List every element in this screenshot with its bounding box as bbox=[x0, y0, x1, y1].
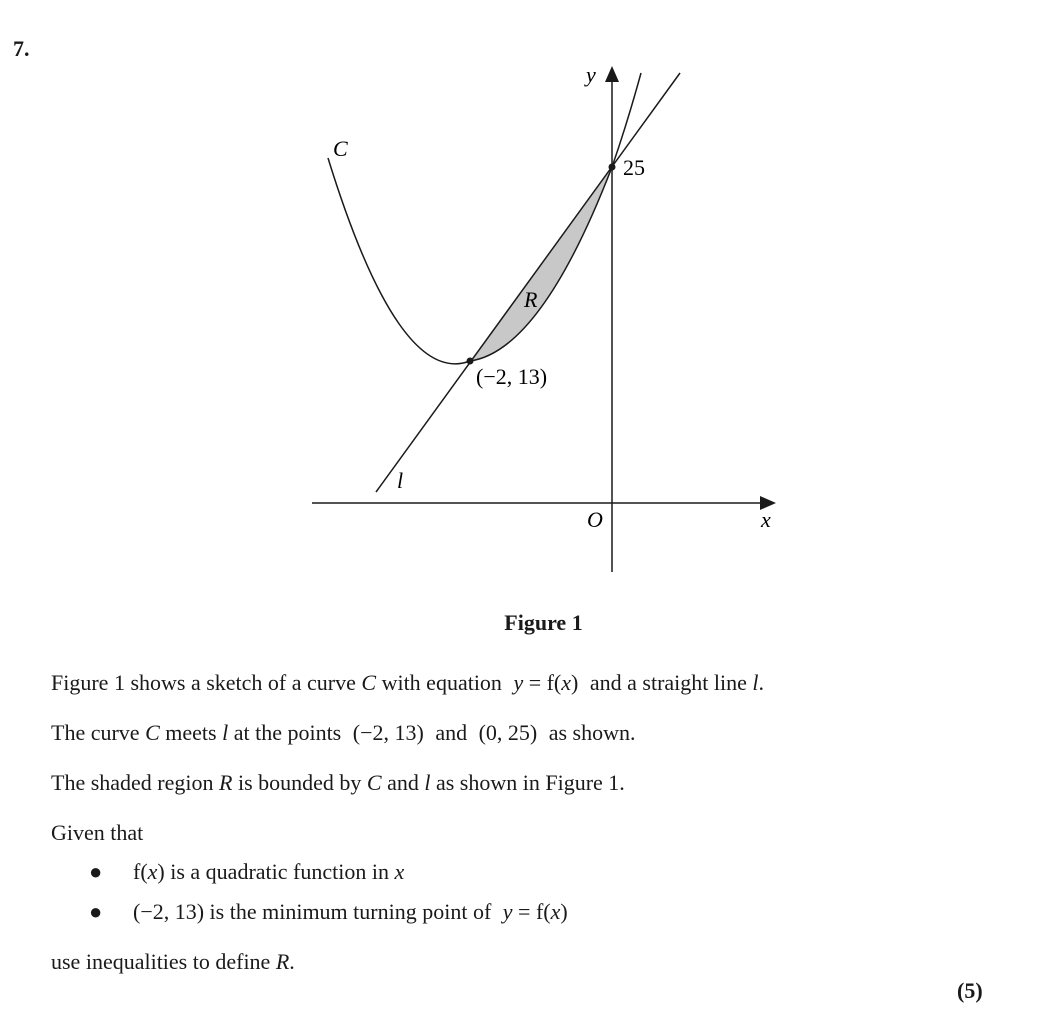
math-c: C bbox=[366, 770, 382, 795]
text-fragment: Figure 1 shows a sketch of a curve bbox=[51, 670, 362, 695]
paragraph-line-5 bbox=[51, 949, 295, 975]
text-fragment: and a straight line bbox=[584, 670, 753, 695]
math-l: l bbox=[424, 770, 431, 795]
paragraph-line-2 bbox=[51, 720, 636, 746]
text-fragment: ) bbox=[571, 670, 579, 695]
y-intercept-label: 25 bbox=[623, 155, 645, 180]
text-fragment: f( bbox=[133, 859, 148, 884]
math-r: R bbox=[275, 949, 290, 974]
math-l: l bbox=[752, 670, 759, 695]
point-y-intercept bbox=[609, 164, 616, 171]
text-fragment: = f( bbox=[512, 899, 551, 924]
min-point-label: (−2, 13) bbox=[476, 364, 548, 389]
math-point: (0, 25) bbox=[478, 720, 538, 745]
bullet-icon: ● bbox=[89, 859, 103, 884]
origin-label: O bbox=[587, 507, 603, 532]
line-label: l bbox=[397, 468, 404, 493]
y-axis-label: y bbox=[586, 62, 596, 87]
math-c: C bbox=[361, 670, 377, 695]
math-l: l bbox=[222, 720, 229, 745]
math-y: y bbox=[502, 899, 513, 924]
paragraph-line-3 bbox=[51, 770, 625, 796]
x-axis-label: x bbox=[761, 507, 771, 532]
text-fragment: . bbox=[758, 670, 764, 695]
curve-label: C bbox=[333, 136, 348, 161]
question-number: 7. bbox=[13, 36, 30, 61]
text-fragment: The curve bbox=[51, 720, 146, 745]
text-fragment: is bounded by bbox=[232, 770, 367, 795]
text-fragment: ) is a quadratic function in bbox=[157, 859, 395, 884]
math-point: (−2, 13) bbox=[352, 720, 424, 745]
marks-label: (5) bbox=[957, 978, 983, 1003]
math-r: R bbox=[219, 770, 233, 795]
math-x: x bbox=[147, 859, 158, 884]
bullet-item-1 bbox=[133, 859, 404, 885]
text-fragment: The shaded region bbox=[51, 770, 219, 795]
text-fragment: and bbox=[429, 720, 473, 745]
math-x: x bbox=[394, 859, 405, 884]
math-y: y bbox=[513, 670, 524, 695]
curve-c bbox=[328, 73, 641, 364]
text-fragment: as shown in Figure 1. bbox=[430, 770, 625, 795]
text-fragment: . bbox=[289, 949, 295, 974]
text-fragment: (−2, 13) is the minimum turning point of bbox=[133, 899, 497, 924]
y-axis-arrow-icon bbox=[605, 66, 619, 82]
text-fragment: at the points bbox=[228, 720, 347, 745]
bullet-icon: ● bbox=[89, 899, 103, 924]
line-l bbox=[376, 73, 680, 492]
math-x: x bbox=[561, 670, 572, 695]
text-fragment: meets bbox=[159, 720, 223, 745]
text-fragment: and bbox=[381, 770, 425, 795]
region-label: R bbox=[524, 287, 538, 312]
math-c: C bbox=[145, 720, 160, 745]
figure-caption: Figure 1 bbox=[504, 610, 583, 635]
text-fragment: ) bbox=[560, 899, 568, 924]
paragraph-line-4: Given that bbox=[51, 820, 144, 845]
text-fragment: = f( bbox=[523, 670, 562, 695]
math-x: x bbox=[550, 899, 561, 924]
text-fragment: with equation bbox=[376, 670, 508, 695]
text-fragment: as shown. bbox=[543, 720, 636, 745]
text-fragment: use inequalities to define bbox=[51, 949, 276, 974]
point-min-turning bbox=[467, 358, 474, 365]
paragraph-line-1 bbox=[51, 670, 764, 696]
bullet-item-2 bbox=[133, 899, 568, 925]
